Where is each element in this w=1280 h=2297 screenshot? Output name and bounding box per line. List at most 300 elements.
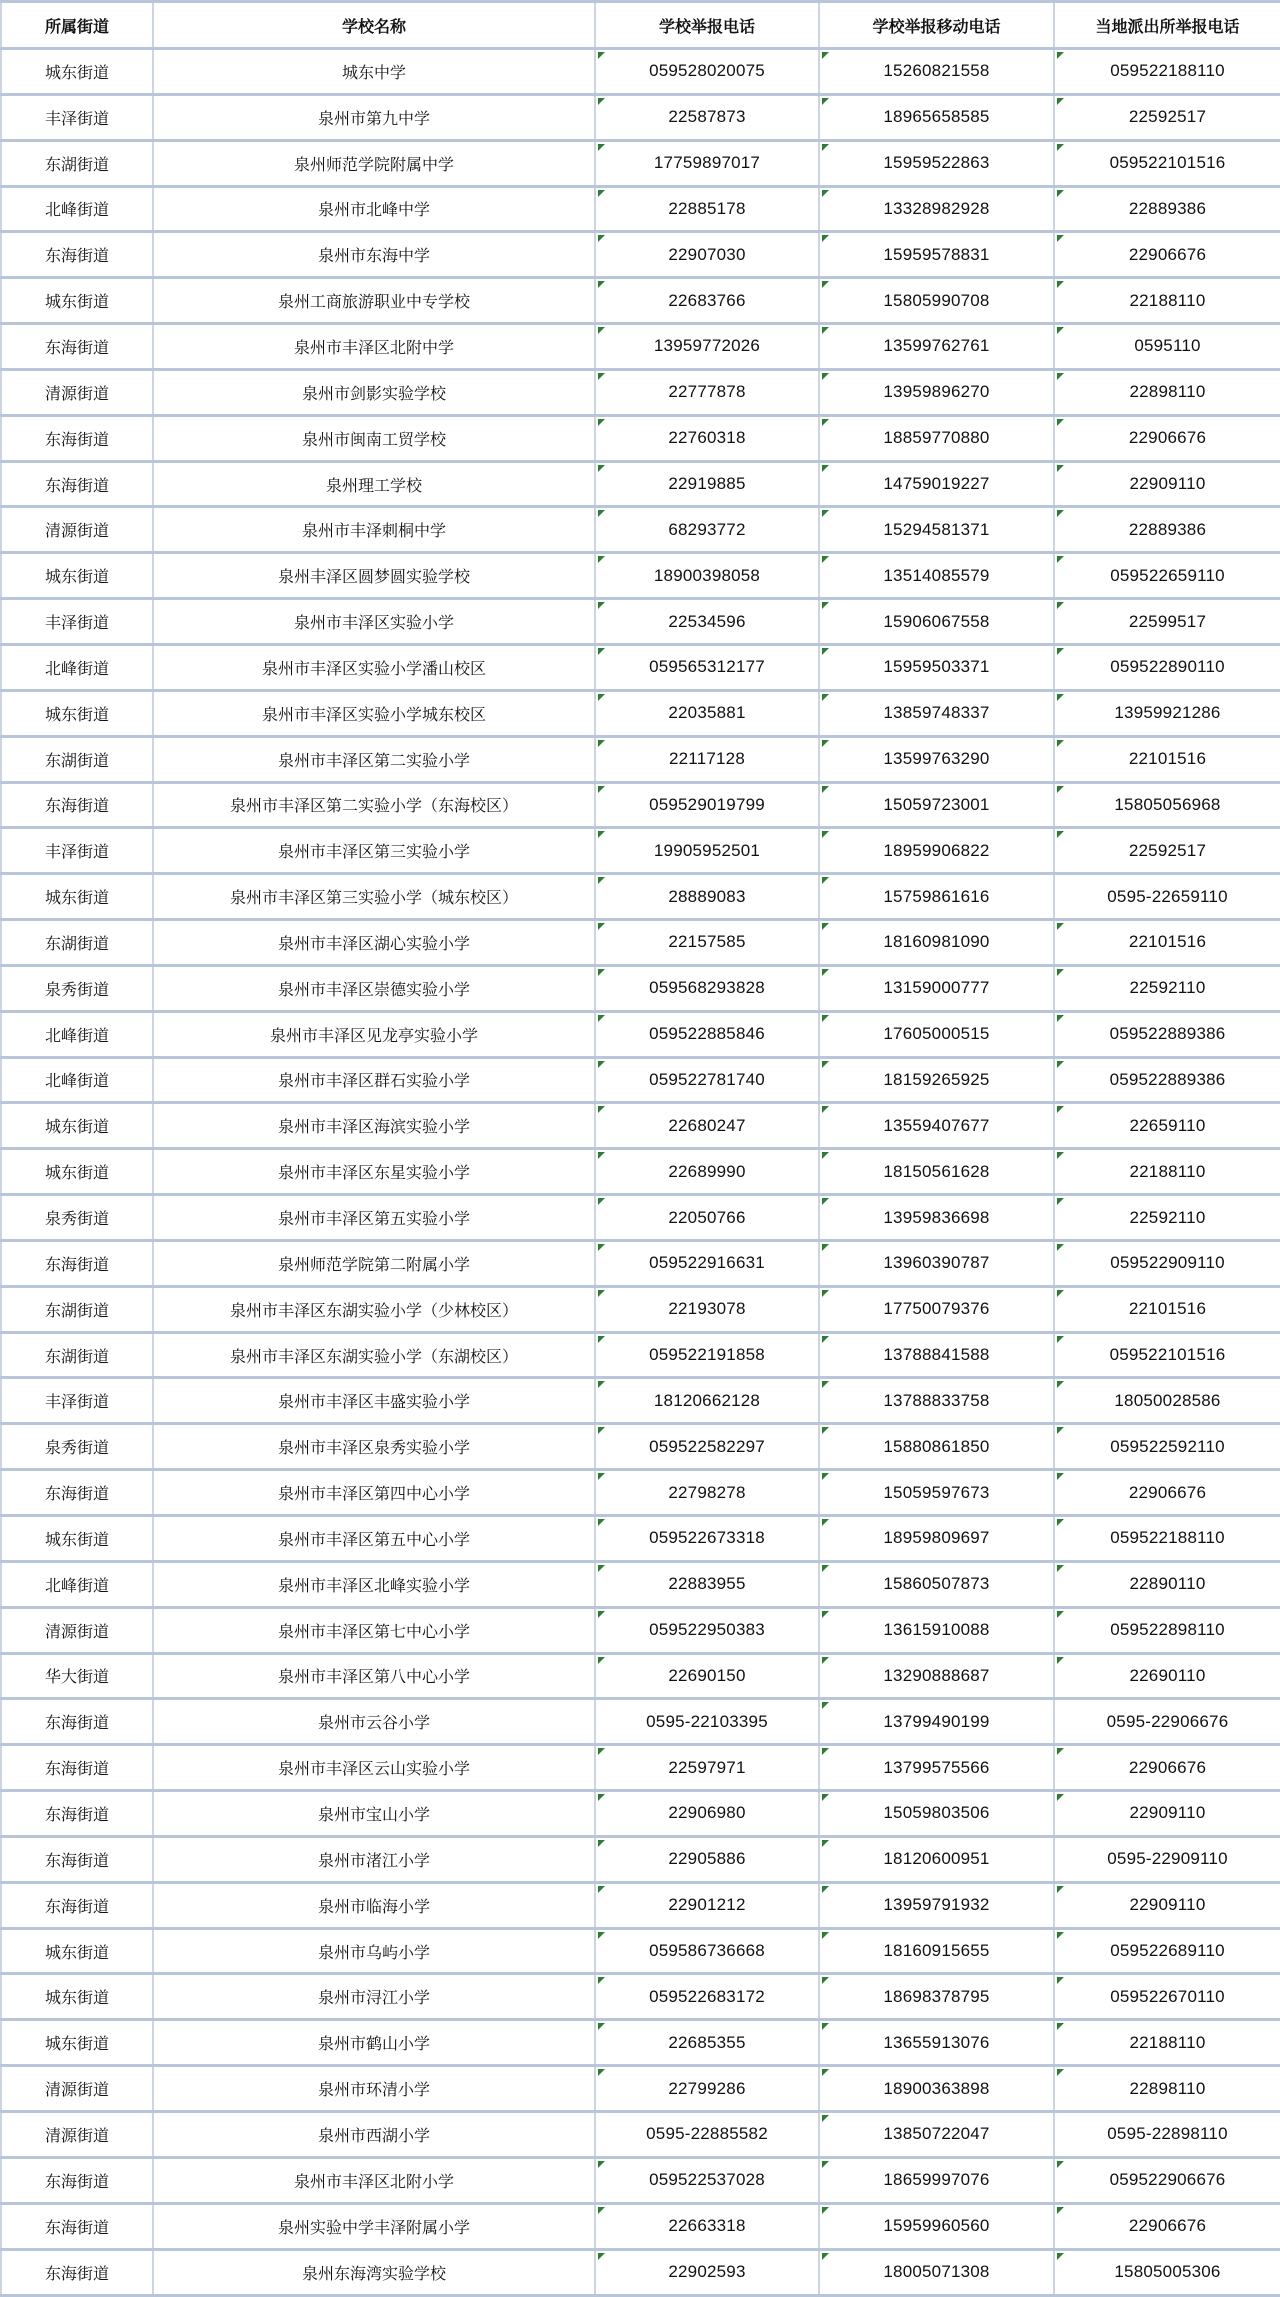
table-row bbox=[1, 415, 1280, 461]
cell-text: 22906980 bbox=[668, 1803, 746, 1823]
street-cell bbox=[1, 2203, 153, 2249]
cell-text: 059522889386 bbox=[1109, 1024, 1226, 1044]
text-number-flag-icon bbox=[822, 190, 829, 197]
school-phone-cell bbox=[595, 828, 819, 874]
cell-text: 泉州市丰泽区北附中学 bbox=[293, 339, 454, 357]
cell-text: 城东街道 bbox=[44, 1119, 109, 1137]
mobile-phone-cell bbox=[819, 1607, 1054, 1653]
table-row bbox=[1, 828, 1280, 874]
mobile-phone-cell bbox=[819, 324, 1054, 370]
text-number-flag-icon bbox=[598, 373, 605, 380]
school-name-cell bbox=[153, 1974, 595, 2020]
table-row bbox=[1, 1791, 1280, 1837]
school-name-cell bbox=[153, 1057, 595, 1103]
school-phone-cell bbox=[595, 2157, 819, 2203]
cell-text: 0595-22659110 bbox=[1107, 886, 1228, 906]
school-name-cell bbox=[153, 2249, 595, 2296]
text-number-flag-icon bbox=[1057, 1015, 1064, 1022]
cell-text: 22889386 bbox=[1128, 519, 1207, 539]
text-number-flag-icon bbox=[598, 52, 605, 59]
cell-text: 22101516 bbox=[1128, 1299, 1207, 1319]
mobile-phone-cell bbox=[819, 920, 1054, 966]
text-number-flag-icon bbox=[1057, 1381, 1064, 1388]
cell-text: 18005071308 bbox=[883, 2262, 990, 2282]
cell-text: 059522592110 bbox=[1110, 1436, 1225, 1456]
cell-text: 泉州丰泽区圆梦圆实验学校 bbox=[277, 569, 470, 587]
cell-text: 13850722047 bbox=[883, 2124, 990, 2144]
text-number-flag-icon bbox=[598, 740, 605, 747]
text-number-flag-icon bbox=[1057, 2207, 1064, 2214]
street-cell bbox=[1, 324, 153, 370]
cell-text: 东海街道 bbox=[44, 1806, 109, 1824]
text-number-flag-icon bbox=[822, 327, 829, 334]
school-phone-cell bbox=[595, 1791, 819, 1837]
table-row bbox=[1, 1103, 1280, 1149]
cell-text: 22680247 bbox=[668, 1115, 746, 1135]
street-cell bbox=[1, 736, 153, 782]
police-phone-cell bbox=[1054, 94, 1280, 140]
mobile-phone-cell bbox=[819, 415, 1054, 461]
table-row bbox=[1, 2020, 1280, 2066]
text-number-flag-icon bbox=[822, 740, 829, 747]
text-number-flag-icon bbox=[1057, 327, 1064, 334]
street-cell bbox=[1, 2157, 153, 2203]
cell-text: 泉州市丰泽区崇德实验小学 bbox=[277, 981, 470, 999]
mobile-phone-cell bbox=[819, 1011, 1054, 1057]
street-cell bbox=[1, 2111, 153, 2157]
table-row bbox=[1, 1653, 1280, 1699]
school-name-cell bbox=[153, 965, 595, 1011]
school-name-cell bbox=[153, 2203, 595, 2249]
police-phone-cell bbox=[1054, 186, 1280, 232]
cell-text: 东海街道 bbox=[44, 477, 109, 495]
cell-text: 15059723001 bbox=[883, 794, 990, 814]
text-number-flag-icon bbox=[1057, 1336, 1064, 1343]
school-phone-cell bbox=[595, 2111, 819, 2157]
text-number-flag-icon bbox=[1057, 1106, 1064, 1113]
cell-text: 东海街道 bbox=[44, 339, 109, 357]
text-number-flag-icon bbox=[1057, 465, 1064, 472]
school-phone-cell bbox=[595, 920, 819, 966]
school-phone-cell bbox=[595, 1057, 819, 1103]
street-cell bbox=[1, 690, 153, 736]
cell-text: 22906676 bbox=[1128, 1757, 1207, 1777]
cell-text: 059565312177 bbox=[649, 657, 765, 677]
school-name-cell bbox=[153, 599, 595, 645]
cell-text: 0595-22103395 bbox=[646, 1711, 768, 1731]
cell-text: 22188110 bbox=[1129, 2032, 1206, 2052]
text-number-flag-icon bbox=[598, 1152, 605, 1159]
cell-text: 泉州市浔江小学 bbox=[317, 1990, 430, 2008]
text-number-flag-icon bbox=[822, 1565, 829, 1572]
cell-text: 泉州市第九中学 bbox=[317, 110, 430, 128]
text-number-flag-icon bbox=[822, 1427, 829, 1434]
cell-text: 059528020075 bbox=[649, 61, 765, 81]
column-header-street: 所属街道 bbox=[1, 2, 153, 49]
cell-text: 059522673318 bbox=[649, 1528, 765, 1548]
cell-text: 13559407677 bbox=[883, 1115, 990, 1135]
school-phone-cell bbox=[595, 736, 819, 782]
text-number-flag-icon bbox=[1057, 2023, 1064, 2030]
cell-text: 22035881 bbox=[668, 703, 746, 723]
cell-text: 22905886 bbox=[668, 1849, 746, 1869]
mobile-phone-cell bbox=[819, 1195, 1054, 1241]
text-number-flag-icon bbox=[1057, 694, 1064, 701]
text-number-flag-icon bbox=[598, 556, 605, 563]
cell-text: 28889083 bbox=[668, 886, 746, 906]
cell-text: 059586736668 bbox=[649, 1941, 765, 1961]
table-row bbox=[1, 278, 1280, 324]
police-phone-cell bbox=[1054, 2020, 1280, 2066]
text-number-flag-icon bbox=[822, 1061, 829, 1068]
column-header-police-phone: 当地派出所举报电话 bbox=[1054, 2, 1280, 49]
text-number-flag-icon bbox=[1057, 2253, 1064, 2260]
cell-text: 泉州市丰泽区北附小学 bbox=[293, 2173, 454, 2191]
cell-text: 15805005306 bbox=[1114, 2262, 1221, 2282]
street-cell bbox=[1, 1791, 153, 1837]
cell-text: 清源街道 bbox=[44, 2127, 109, 2145]
street-cell bbox=[1, 553, 153, 599]
table-row bbox=[1, 736, 1280, 782]
school-name-cell bbox=[153, 1470, 595, 1516]
cell-text: 东海街道 bbox=[44, 1898, 109, 1916]
mobile-phone-cell bbox=[819, 1470, 1054, 1516]
street-cell bbox=[1, 782, 153, 828]
school-phone-cell bbox=[595, 1470, 819, 1516]
school-phone-cell bbox=[595, 644, 819, 690]
table-row bbox=[1, 1928, 1280, 1974]
cell-text: 东湖街道 bbox=[44, 935, 109, 953]
street-cell bbox=[1, 1561, 153, 1607]
cell-text: 18965658585 bbox=[883, 107, 990, 127]
cell-text: 17750079376 bbox=[883, 1299, 990, 1319]
street-cell bbox=[1, 644, 153, 690]
table-row bbox=[1, 782, 1280, 828]
text-number-flag-icon bbox=[598, 1015, 605, 1022]
school-phone-cell bbox=[595, 965, 819, 1011]
street-cell bbox=[1, 369, 153, 415]
text-number-flag-icon bbox=[822, 281, 829, 288]
school-name-cell bbox=[153, 1836, 595, 1882]
text-number-flag-icon bbox=[598, 786, 605, 793]
school-phone-cell bbox=[595, 1332, 819, 1378]
cell-text: 泉州市丰泽区实验小学 bbox=[293, 615, 454, 633]
cell-text: 15959578831 bbox=[883, 244, 990, 264]
mobile-phone-cell bbox=[819, 828, 1054, 874]
cell-text: 17759897017 bbox=[653, 153, 761, 173]
cell-text: 泉州市丰泽区东湖实验小学（东湖校区） bbox=[229, 1348, 518, 1366]
school-name-cell bbox=[153, 1791, 595, 1837]
street-cell bbox=[1, 94, 153, 140]
text-number-flag-icon bbox=[822, 1381, 829, 1388]
school-name-cell bbox=[153, 461, 595, 507]
school-name-cell bbox=[153, 1378, 595, 1424]
cell-text: 泉州市丰泽区第二实验小学（东海校区） bbox=[229, 798, 518, 816]
text-number-flag-icon bbox=[598, 2069, 605, 2076]
street-cell bbox=[1, 49, 153, 95]
cell-text: 北峰街道 bbox=[44, 1577, 109, 1595]
police-phone-cell bbox=[1054, 920, 1280, 966]
street-cell bbox=[1, 1195, 153, 1241]
mobile-phone-cell bbox=[819, 2157, 1054, 2203]
school-name-cell bbox=[153, 1607, 595, 1653]
text-number-flag-icon bbox=[1057, 2069, 1064, 2076]
table-row bbox=[1, 1332, 1280, 1378]
cell-text: 22685355 bbox=[668, 2032, 746, 2052]
mobile-phone-cell bbox=[819, 599, 1054, 645]
table-row bbox=[1, 599, 1280, 645]
text-number-flag-icon bbox=[822, 1519, 829, 1526]
cell-text: 22890110 bbox=[1129, 1574, 1206, 1594]
school-phone-cell bbox=[595, 140, 819, 186]
text-number-flag-icon bbox=[1057, 1473, 1064, 1480]
cell-text: 13959896270 bbox=[883, 382, 990, 402]
cell-text: 泉州市宝山小学 bbox=[317, 1806, 430, 1824]
school-name-cell bbox=[153, 1699, 595, 1745]
police-phone-cell bbox=[1054, 690, 1280, 736]
street-cell bbox=[1, 599, 153, 645]
text-number-flag-icon bbox=[1057, 1748, 1064, 1755]
cell-text: 22777878 bbox=[668, 382, 746, 402]
text-number-flag-icon bbox=[1057, 235, 1064, 242]
cell-text: 18900363898 bbox=[883, 2078, 990, 2098]
school-phone-cell bbox=[595, 1928, 819, 1974]
table-row bbox=[1, 1516, 1280, 1562]
cell-text: 22101516 bbox=[1128, 749, 1207, 769]
table-row bbox=[1, 1882, 1280, 1928]
street-cell bbox=[1, 920, 153, 966]
cell-text: 22902593 bbox=[668, 2262, 746, 2282]
text-number-flag-icon bbox=[598, 1657, 605, 1664]
cell-text: 北峰街道 bbox=[44, 1027, 109, 1045]
text-number-flag-icon bbox=[822, 602, 829, 609]
cell-text: 22909110 bbox=[1129, 1895, 1206, 1915]
street-cell bbox=[1, 1745, 153, 1791]
school-name-cell bbox=[153, 2066, 595, 2112]
cell-text: 18160981090 bbox=[883, 932, 990, 952]
cell-text: 城东街道 bbox=[44, 1990, 109, 2008]
cell-text: 22663318 bbox=[668, 2216, 746, 2236]
mobile-phone-cell bbox=[819, 140, 1054, 186]
cell-text: 15260821558 bbox=[883, 61, 990, 81]
text-number-flag-icon bbox=[1057, 190, 1064, 197]
cell-text: 泉秀街道 bbox=[44, 981, 109, 999]
cell-text: 18159265925 bbox=[883, 1069, 990, 1089]
school-name-cell bbox=[153, 553, 595, 599]
cell-text: 15860507873 bbox=[883, 1574, 990, 1594]
mobile-phone-cell bbox=[819, 49, 1054, 95]
cell-text: 15805990708 bbox=[883, 290, 990, 310]
cell-text: 19905952501 bbox=[653, 840, 761, 860]
text-number-flag-icon bbox=[1057, 831, 1064, 838]
mobile-phone-cell bbox=[819, 1149, 1054, 1195]
street-cell bbox=[1, 1103, 153, 1149]
cell-text: 城东街道 bbox=[44, 890, 109, 908]
cell-text: 18120662128 bbox=[653, 1390, 761, 1410]
mobile-phone-cell bbox=[819, 965, 1054, 1011]
school-phone-cell bbox=[595, 1882, 819, 1928]
street-cell bbox=[1, 1607, 153, 1653]
cell-text: 泉州师范学院附属中学 bbox=[293, 156, 454, 174]
text-number-flag-icon bbox=[822, 1244, 829, 1251]
text-number-flag-icon bbox=[1057, 786, 1064, 793]
text-number-flag-icon bbox=[822, 2069, 829, 2076]
cell-text: 15906067558 bbox=[883, 611, 990, 631]
cell-text: 22534596 bbox=[668, 611, 746, 631]
cell-text: 0595-22885582 bbox=[646, 2124, 768, 2144]
text-number-flag-icon bbox=[822, 1611, 829, 1618]
table-row bbox=[1, 1057, 1280, 1103]
text-number-flag-icon bbox=[598, 1977, 605, 1984]
cell-text: 13788841588 bbox=[883, 1345, 990, 1365]
text-number-flag-icon bbox=[822, 1336, 829, 1343]
school-phone-cell bbox=[595, 1240, 819, 1286]
police-phone-cell bbox=[1054, 965, 1280, 1011]
cell-text: 22157585 bbox=[668, 932, 746, 952]
text-number-flag-icon bbox=[822, 1840, 829, 1847]
street-cell bbox=[1, 1699, 153, 1745]
police-phone-cell bbox=[1054, 1103, 1280, 1149]
cell-text: 0595110 bbox=[1134, 336, 1201, 356]
table-row bbox=[1, 690, 1280, 736]
cell-text: 泉州市丰泽区第二实验小学 bbox=[277, 752, 470, 770]
cell-text: 15805056968 bbox=[1114, 794, 1221, 814]
text-number-flag-icon bbox=[598, 2207, 605, 2214]
school-name-cell bbox=[153, 782, 595, 828]
cell-text: 22683766 bbox=[668, 290, 746, 310]
text-number-flag-icon bbox=[1057, 1565, 1064, 1572]
cell-text: 北峰街道 bbox=[44, 660, 109, 678]
school-phone-cell bbox=[595, 1011, 819, 1057]
text-number-flag-icon bbox=[1057, 1932, 1064, 1939]
school-name-cell bbox=[153, 1516, 595, 1562]
cell-text: 城东街道 bbox=[44, 2036, 109, 2054]
cell-text: 059522898110 bbox=[1110, 1620, 1225, 1640]
school-phone-cell bbox=[595, 782, 819, 828]
mobile-phone-cell bbox=[819, 1791, 1054, 1837]
cell-text: 15959503371 bbox=[883, 657, 990, 677]
cell-text: 18698378795 bbox=[883, 1986, 990, 2006]
text-number-flag-icon bbox=[822, 2253, 829, 2260]
text-number-flag-icon bbox=[1057, 1198, 1064, 1205]
cell-text: 18900398058 bbox=[653, 565, 761, 585]
mobile-phone-cell bbox=[819, 278, 1054, 324]
cell-text: 泉州市丰泽区实验小学城东校区 bbox=[261, 706, 486, 724]
cell-text: 13599763290 bbox=[883, 749, 990, 769]
police-phone-cell bbox=[1054, 1195, 1280, 1241]
cell-text: 059522191858 bbox=[649, 1345, 765, 1365]
cell-text: 清源街道 bbox=[44, 1623, 109, 1641]
cell-text: 13615910088 bbox=[883, 1620, 990, 1640]
text-number-flag-icon bbox=[598, 602, 605, 609]
cell-text: 泉州市云谷小学 bbox=[317, 1715, 430, 1733]
street-cell bbox=[1, 874, 153, 920]
cell-text: 15294581371 bbox=[883, 519, 990, 539]
police-phone-cell bbox=[1054, 1240, 1280, 1286]
text-number-flag-icon bbox=[598, 1427, 605, 1434]
cell-text: 泉州市环清小学 bbox=[317, 2082, 430, 2100]
cell-text: 22188110 bbox=[1129, 290, 1206, 310]
mobile-phone-cell bbox=[819, 690, 1054, 736]
table-row bbox=[1, 920, 1280, 966]
cell-text: 泉州市丰泽区东星实验小学 bbox=[277, 1165, 470, 1183]
table-row bbox=[1, 324, 1280, 370]
text-number-flag-icon bbox=[1057, 1977, 1064, 1984]
text-number-flag-icon bbox=[1057, 2161, 1064, 2168]
street-cell bbox=[1, 186, 153, 232]
text-number-flag-icon bbox=[598, 1336, 605, 1343]
street-cell bbox=[1, 415, 153, 461]
police-phone-cell bbox=[1054, 1561, 1280, 1607]
cell-text: 22798278 bbox=[668, 1482, 746, 1502]
street-cell bbox=[1, 232, 153, 278]
cell-text: 东海街道 bbox=[44, 248, 109, 266]
cell-text: 泉州市北峰中学 bbox=[317, 202, 430, 220]
police-phone-cell bbox=[1054, 1149, 1280, 1195]
text-number-flag-icon bbox=[822, 2161, 829, 2168]
school-name-cell bbox=[153, 1195, 595, 1241]
cell-text: 城东街道 bbox=[44, 1165, 109, 1183]
cell-text: 059522659110 bbox=[1110, 565, 1225, 585]
school-name-cell bbox=[153, 1561, 595, 1607]
text-number-flag-icon bbox=[1057, 510, 1064, 517]
school-name-cell bbox=[153, 828, 595, 874]
school-name-cell bbox=[153, 232, 595, 278]
cell-text: 清源街道 bbox=[44, 523, 109, 541]
cell-text: 丰泽街道 bbox=[44, 110, 109, 128]
text-number-flag-icon bbox=[1057, 1886, 1064, 1893]
school-name-cell bbox=[153, 415, 595, 461]
cell-text: 22690110 bbox=[1129, 1665, 1206, 1685]
text-number-flag-icon bbox=[1057, 1519, 1064, 1526]
text-number-flag-icon bbox=[822, 2115, 829, 2122]
text-number-flag-icon bbox=[598, 877, 605, 884]
cell-text: 22906676 bbox=[1128, 428, 1207, 448]
school-phone-cell bbox=[595, 1424, 819, 1470]
table-row bbox=[1, 2066, 1280, 2112]
school-phone-cell bbox=[595, 369, 819, 415]
street-cell bbox=[1, 1424, 153, 1470]
school-name-cell bbox=[153, 324, 595, 370]
police-phone-cell bbox=[1054, 736, 1280, 782]
street-cell bbox=[1, 1653, 153, 1699]
mobile-phone-cell bbox=[819, 1653, 1054, 1699]
table-row bbox=[1, 1424, 1280, 1470]
cell-text: 泉州市丰泽区第八中心小学 bbox=[277, 1669, 470, 1687]
text-number-flag-icon bbox=[822, 52, 829, 59]
street-cell bbox=[1, 965, 153, 1011]
cell-text: 13799490199 bbox=[883, 1711, 990, 1731]
school-name-cell bbox=[153, 1286, 595, 1332]
text-number-flag-icon bbox=[822, 1748, 829, 1755]
text-number-flag-icon bbox=[1057, 281, 1064, 288]
police-phone-cell bbox=[1054, 507, 1280, 553]
cell-text: 13959791932 bbox=[883, 1895, 990, 1915]
school-phone-cell bbox=[595, 278, 819, 324]
street-cell bbox=[1, 1378, 153, 1424]
street-cell bbox=[1, 461, 153, 507]
cell-text: 北峰街道 bbox=[44, 202, 109, 220]
school-phone-cell bbox=[595, 1745, 819, 1791]
school-phone-cell bbox=[595, 1149, 819, 1195]
text-number-flag-icon bbox=[822, 556, 829, 563]
text-number-flag-icon bbox=[598, 1611, 605, 1618]
table-row bbox=[1, 644, 1280, 690]
school-phone-cell bbox=[595, 1286, 819, 1332]
cell-text: 泉州市丰泽刺桐中学 bbox=[301, 523, 446, 541]
cell-text: 城东街道 bbox=[44, 1531, 109, 1549]
police-phone-cell bbox=[1054, 782, 1280, 828]
